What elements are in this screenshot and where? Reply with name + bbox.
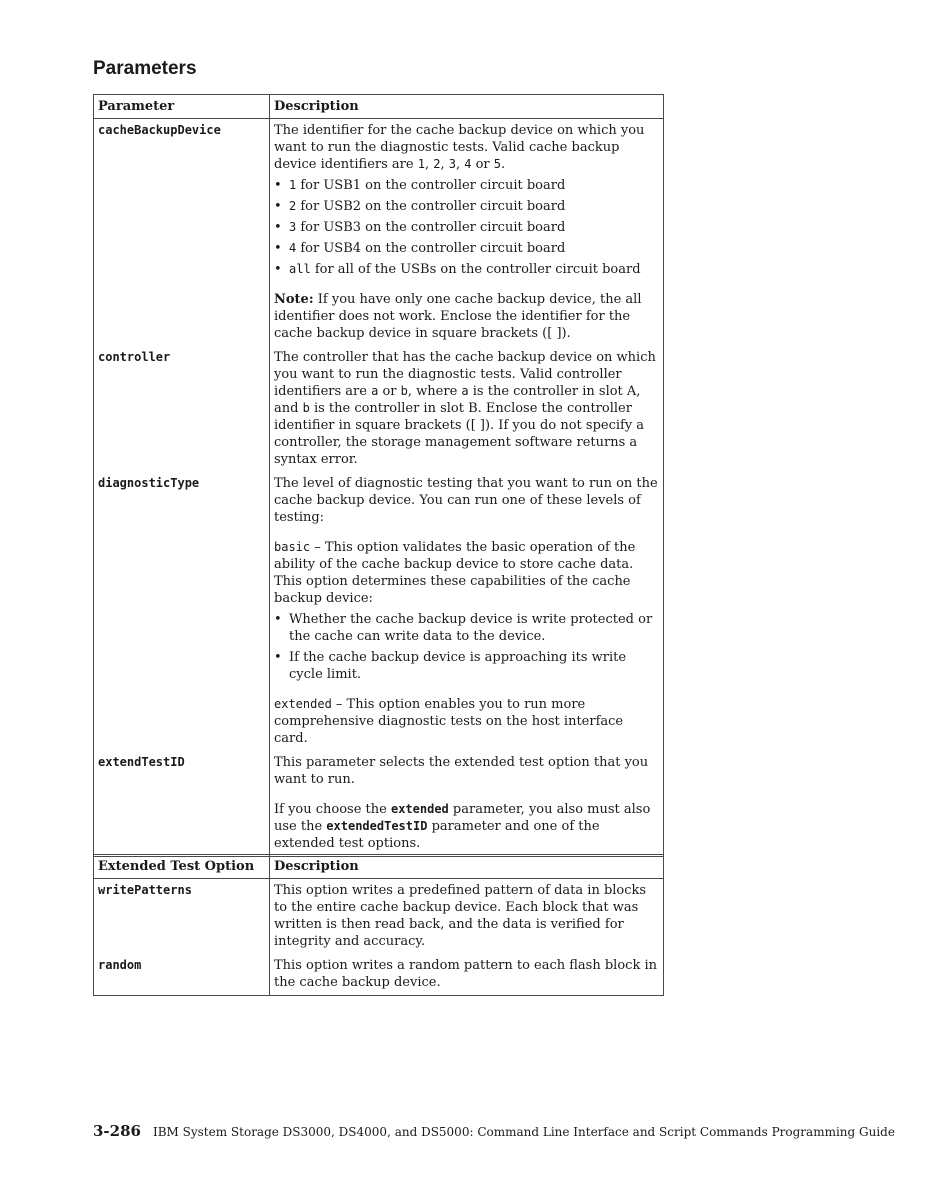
- list-item: • 1 for USB1 on the controller circuit board: [274, 177, 659, 194]
- column-header-parameter: Parameter: [94, 95, 270, 119]
- list-item: • 4 for USB4 on the controller circuit board: [274, 240, 659, 257]
- parameter-name-text: diagnosticType: [98, 476, 200, 490]
- parameters-table: [93, 94, 664, 857]
- extended-option-paragraph: extended – This option enables you to run more comprehensive diagnostic tests on the host interface card.: [274, 697, 624, 746]
- option-name-text: random: [98, 958, 142, 972]
- parameter-name: [94, 751, 270, 857]
- list-item: • all for all of the USBs on the controller circuit board: [274, 261, 659, 278]
- option-name: [94, 954, 270, 996]
- table-header-row: [94, 95, 664, 119]
- option-name: [94, 879, 270, 955]
- option-description: This option writes a predefined pattern of data in blocks to the entire cache backup device. Each block that was written is then read back, and the data is verified for integrity and accuracy.: [270, 879, 664, 955]
- table-row: [94, 346, 664, 472]
- capability-list: [274, 611, 659, 683]
- list-item: • 3 for USB3 on the controller circuit board: [274, 219, 659, 236]
- page-number: 3-286: [93, 1122, 141, 1140]
- parameter-name-text: controller: [98, 350, 171, 364]
- table-row: [94, 954, 664, 996]
- parameter-description: [270, 751, 664, 857]
- note-paragraph: Note: If you have only one cache backup device, the all identifier does not work. Enclose the identifier for the cache backup device in square brackets ([ ]).: [274, 292, 642, 341]
- option-name-text: writePatterns: [98, 883, 192, 897]
- note-label: Note:: [274, 292, 314, 307]
- list-item: • 2 for USB2 on the controller circuit board: [274, 198, 659, 215]
- table-row: [94, 119, 664, 347]
- page-footer: [93, 1122, 895, 1140]
- parameter-name: [94, 119, 270, 347]
- extended-test-options-table: [93, 854, 664, 996]
- list-item: • If the cache backup device is approaching its write cycle limit.: [274, 649, 659, 683]
- identifier-list: [274, 177, 659, 278]
- basic-option-paragraph: basic – This option validates the basic operation of the ability of the cache backup device to store cache data. This option determines these capabilities of the cache backup device:: [274, 540, 636, 606]
- list-item: • Whether the cache backup device is write protected or the cache can write data to the device.: [274, 611, 659, 645]
- parameter-name: [94, 472, 270, 751]
- section-title: Parameters: [93, 58, 197, 79]
- table-row: [94, 879, 664, 955]
- book-title: IBM System Storage DS3000, DS4000, and DS5000: Command Line Interface and Script Commands Programming Guide: [152, 1125, 895, 1139]
- description-paragraph: The controller that has the cache backup device on which you want to run the diagnostic tests. Valid controller identifiers are a or b, where a is the controller in slot A, and b is the controller in slot B. Enclose the controller identifier in square brackets ([ ]). If you do not specify a controller, the storage management software returns a syntax error.: [274, 350, 656, 467]
- parameter-description: [270, 472, 664, 751]
- description-paragraph: The level of diagnostic testing that you want to run on the cache backup device. You can run one of these levels of testing:: [274, 476, 658, 525]
- table-header-row: [94, 855, 664, 879]
- parameter-description: [270, 346, 664, 472]
- parameter-name-text: extendTestID: [98, 755, 185, 769]
- option-description: This option writes a random pattern to each flash block in the cache backup device.: [270, 954, 664, 996]
- description-paragraph: The identifier for the cache backup device on which you want to run the diagnostic tests. Valid cache backup device identifiers are 1, 2, 3, 4 or 5.: [274, 123, 645, 172]
- table-row: [94, 751, 664, 857]
- parameter-name-text: cacheBackupDevice: [98, 123, 221, 137]
- column-header-description: Description: [270, 95, 664, 119]
- column-header-extended-test-option: Extended Test Option: [94, 855, 270, 879]
- description-paragraph: If you choose the extended parameter, you also must also use the extendedTestID parameter and one of the extended test options.: [274, 802, 651, 851]
- description-paragraph: This parameter selects the extended test option that you want to run.: [274, 755, 649, 787]
- parameter-description: [270, 119, 664, 347]
- column-header-description: Description: [270, 855, 664, 879]
- table-row: [94, 472, 664, 751]
- parameter-name: [94, 346, 270, 472]
